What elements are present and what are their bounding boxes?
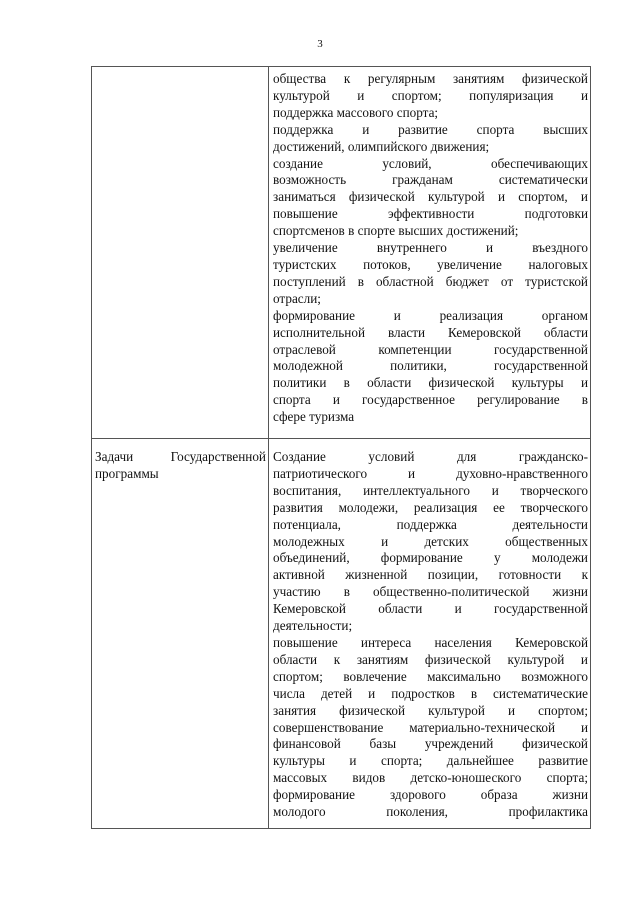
text-line: спорта и государственное регулирование в xyxy=(273,392,588,408)
text-line: повышение эффективности подготовки xyxy=(273,206,588,222)
text-line: туристских потоков, увеличение налоговых xyxy=(273,256,588,272)
text-line: занятия физической культурой и спортом; xyxy=(273,702,588,718)
text-line: области к занятиям физической культурой и xyxy=(273,651,588,667)
row-content-cell xyxy=(269,439,591,829)
text-line: Кемеровской области и государственной xyxy=(273,601,588,617)
text-line: возможность гражданам систематически xyxy=(273,172,588,188)
text-line: культуры и спорта; дальнейшее развитие xyxy=(273,753,588,769)
text-line: спортом; вовлечение максимально возможного xyxy=(273,668,588,684)
goals-continuation-text xyxy=(269,67,590,429)
text-line: поступлений в областной бюджет от туристской xyxy=(273,273,588,289)
row-content-cell xyxy=(269,67,591,439)
text-line: развития молодежи, реализация ее творческого xyxy=(273,499,588,515)
program-passport-table xyxy=(91,66,591,829)
text-line: общества к регулярным занятиям физической xyxy=(273,71,588,86)
row-label-cell xyxy=(92,67,269,439)
text-line: отрасли; xyxy=(273,290,321,306)
text-line: молодежной политики, государственной xyxy=(273,358,588,374)
text-line: массовых видов детско-юношеского спорта; xyxy=(273,770,588,786)
text-line: числа детей и подростков в систематические xyxy=(273,685,588,701)
text-line: исполнительной власти Кемеровской области xyxy=(273,324,588,340)
table-row xyxy=(92,67,591,439)
text-line: заниматься физической культурой и спортом, и xyxy=(273,189,588,205)
tasks-text xyxy=(269,439,590,821)
text-line: отраслевой компетенции государственной xyxy=(273,341,588,357)
text-line: создание условий, обеспечивающих xyxy=(273,155,588,171)
text-line: формирование здорового образа жизни xyxy=(273,787,588,803)
text-line: увеличение внутреннего и въездного xyxy=(273,240,588,256)
table-row xyxy=(92,439,591,829)
row-label-cell xyxy=(92,439,269,829)
text-line: поддержка массового спорта; xyxy=(273,104,439,120)
text-line: поддержка и развитие спорта высших xyxy=(273,121,588,137)
text-line: активной жизненной позиции, готовности к xyxy=(273,567,588,583)
text-line: деятельности; xyxy=(273,618,353,634)
text-line: объединений, формирование у молодежи xyxy=(273,550,588,566)
text-line: участию в общественно-политической жизни xyxy=(273,584,588,600)
text-line: спортсменов в спорте высших достижений; xyxy=(273,223,519,239)
text-line: Создание условий для гражданско- xyxy=(273,449,588,464)
page-number: 3 xyxy=(317,38,323,50)
text-line: достижений, олимпийского движения; xyxy=(273,138,490,154)
text-line: формирование и реализация органом xyxy=(273,307,588,323)
text-line: потенциала, поддержка деятельности xyxy=(273,516,588,532)
text-line: политики в области физической культуры и xyxy=(273,375,588,391)
text-line: воспитания, интеллектуального и творческого xyxy=(273,482,588,498)
text-line: молодого поколения, профилактика xyxy=(273,804,588,820)
text-line: финансовой базы учреждений физической xyxy=(273,736,588,752)
text-line: молодежных и детских общественных xyxy=(273,533,588,549)
text-line: Задачи Государственной xyxy=(95,449,266,464)
text-line: повышение интереса населения Кемеровской xyxy=(273,634,588,650)
text-line: сфере туризма xyxy=(273,409,355,425)
tasks-label xyxy=(92,439,268,483)
text-line: совершенствование материально-технической и xyxy=(273,719,588,735)
text-line: программы xyxy=(95,465,159,481)
text-line: культурой и спортом; популяризация и xyxy=(273,87,588,103)
text-line: патриотического и духовно-нравственного xyxy=(273,465,588,481)
